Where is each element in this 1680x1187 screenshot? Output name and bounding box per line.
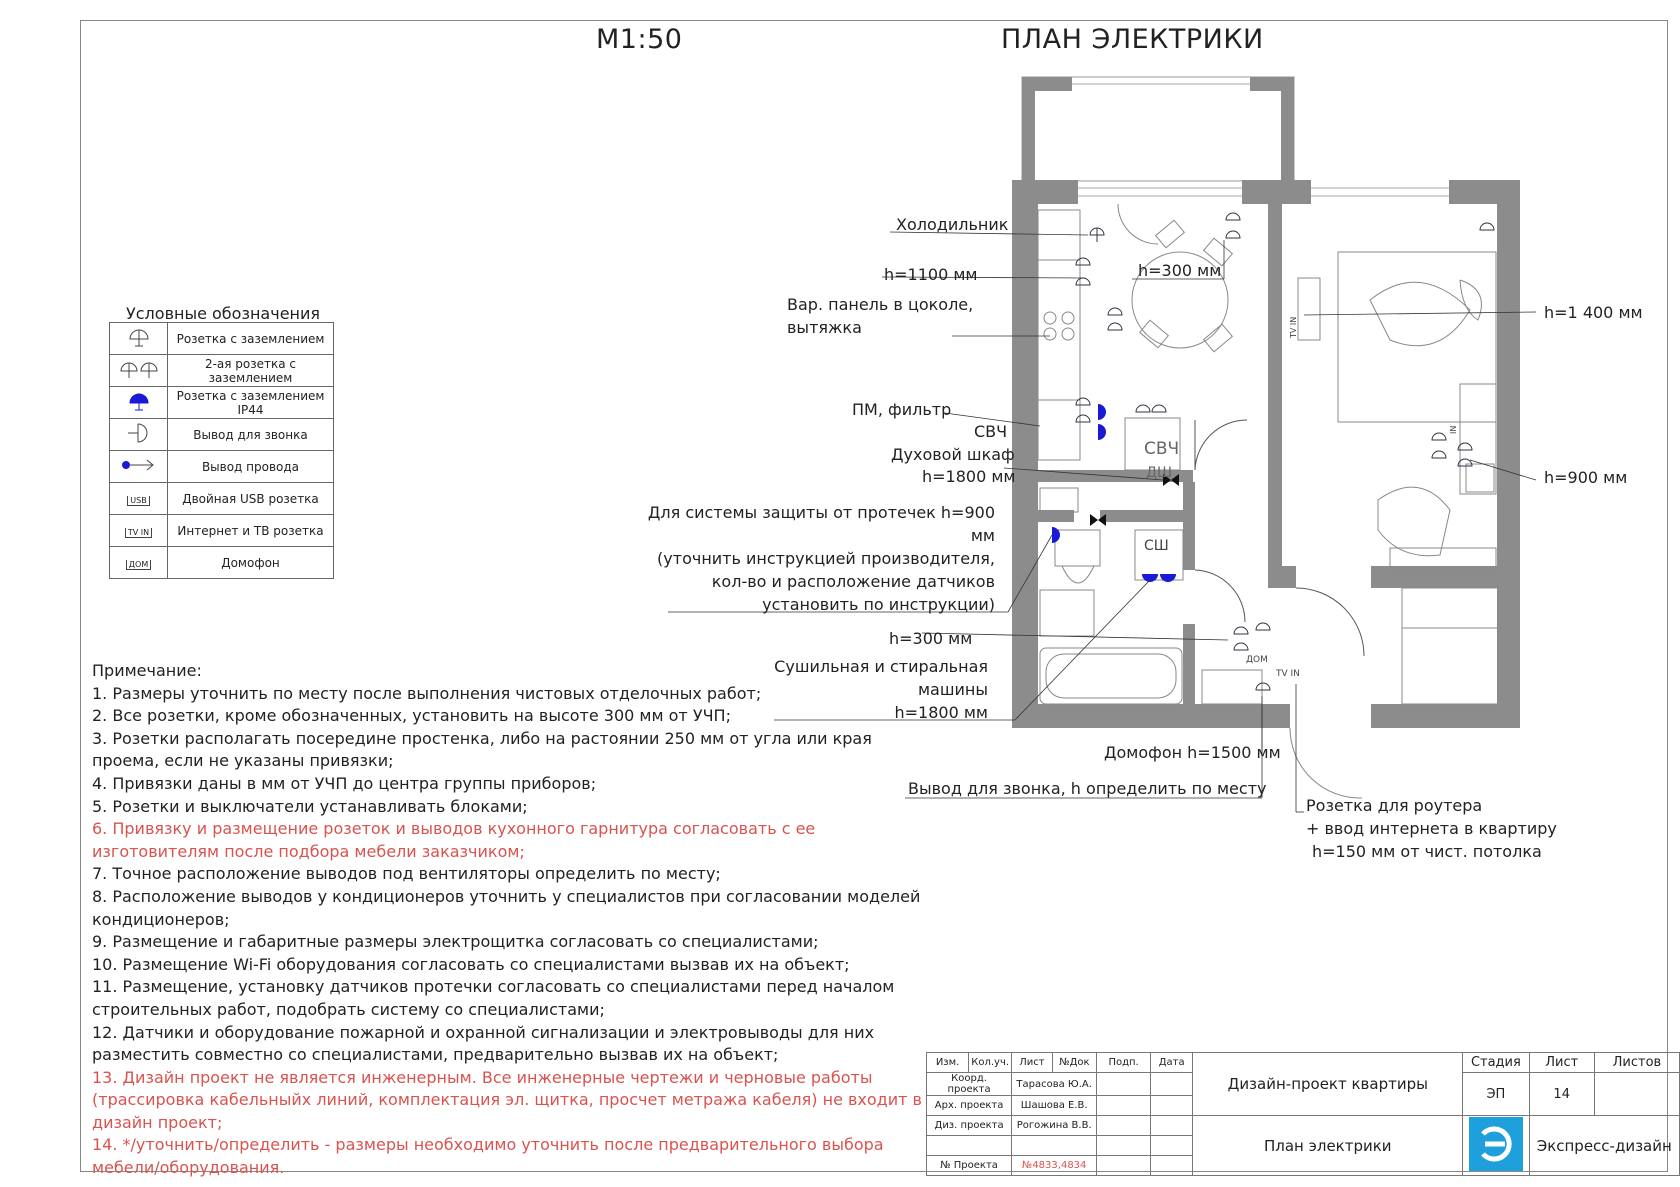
legend-label: Вывод провода xyxy=(168,451,334,483)
legend-label: Интернет и ТВ розетка xyxy=(168,515,334,547)
washer-callout-line1: Сушильная и стиральная xyxy=(774,657,988,676)
note-item: 7. Точное расположение выводов под вентиляторы определить по месту; xyxy=(92,864,721,884)
role-designer: Диз. проекта xyxy=(927,1116,1012,1136)
leak-callout-line4: кол-во и расположение датчиков xyxy=(711,572,995,591)
legend-label: Двойная USB розетка xyxy=(168,483,334,515)
washer-callout-line2: машины xyxy=(917,680,988,699)
sheet-label: Лист xyxy=(1529,1053,1594,1073)
legend-label: Розетка с заземлением IP44 xyxy=(168,387,334,419)
scale-label: М1:50 xyxy=(596,24,683,55)
stamp-col-koluch: Кол.уч. xyxy=(969,1053,1012,1073)
note-item: 5. Розетки и выключатели устанавливать блоками; xyxy=(92,796,528,816)
legend-label: Домофон xyxy=(168,547,334,579)
note-item: 11. Размещение, установку датчиков протечки согласовать со специалистами перед началом строительных работ, подобрать систему со специалистами; xyxy=(92,977,895,1019)
intercom-callout: Домофон h=1500 мм xyxy=(1104,743,1281,762)
usb-socket-icon: USB xyxy=(127,496,149,506)
stamp-col-ndok: №Док xyxy=(1052,1053,1097,1073)
ip44-sockets xyxy=(1052,404,1176,582)
legend-label: Розетка с заземлением xyxy=(168,323,334,355)
note-item-highlighted: 13. Дизайн проект не является инженерным. Все инженерные чертежи и черновые работы (трассировка кабельныйх линий, комплектация эл. щитка, просчет метража кабеля) не входит в дизайн проект; xyxy=(92,1067,922,1132)
washer-height-callout: h=1800 мм xyxy=(894,703,988,722)
company-name: Экспресс-дизайн xyxy=(1529,1116,1679,1176)
sheet-title: План электрики xyxy=(1193,1116,1463,1176)
h300-kitchen-callout: h=300 мм xyxy=(1138,261,1222,280)
note-item: 8. Расположение выводов у кондиционеров уточнить у специалистов при согласовании моделей кондиционеров; xyxy=(92,886,921,929)
name-designer: Рогожина В.В. xyxy=(1012,1116,1097,1136)
note-item: 12. Датчики и оборудование пожарной и охранной сигнализации и электровыводы для них разместить совместно со специалистами, предварительно вызвав их на объект; xyxy=(92,1022,875,1065)
intercom-icon: ДОМ xyxy=(126,560,151,570)
intercom-tag: ДОМ xyxy=(1246,655,1268,665)
note-item: 10. Размещение Wi-Fi оборудования согласовать со специалистами вызвав их на объект; xyxy=(92,954,850,974)
bedroom-furniture xyxy=(1298,252,1498,704)
balcony xyxy=(1022,77,1294,181)
stamp-col-podp: Подп. xyxy=(1097,1053,1151,1073)
stage-value: ЭП xyxy=(1463,1073,1529,1116)
stamp-col-list: Лист xyxy=(1012,1053,1053,1073)
notes-heading: Примечание: xyxy=(92,661,202,680)
router-callout-line3: h=150 мм от чист. потолка xyxy=(1312,842,1542,861)
role-coordinator: Коорд. проекта xyxy=(927,1073,1012,1096)
title-block xyxy=(926,1052,1680,1176)
stage-label: Стадия xyxy=(1463,1053,1529,1073)
company-logo-icon xyxy=(1469,1117,1523,1171)
role-architect: Арх. проекта xyxy=(927,1096,1012,1116)
note-item: 3. Розетки располагать посередине простенка, либо на растоянии 250 мм от угла или края проема, если не указаны привязки; xyxy=(92,728,872,771)
note-item: 2. Все розетки, кроме обозначенных, установить на высоте 300 мм от УЧП; xyxy=(92,706,731,726)
h1100-callout: h=1100 мм xyxy=(884,265,978,284)
project-title: Дизайн-проект квартиры xyxy=(1193,1053,1463,1116)
microwave-label: СВЧ xyxy=(1144,439,1180,459)
notes-block xyxy=(92,660,942,1180)
note-item-highlighted: 6. Привязку и размещение розеток и выводов кухонного гарнитура согласовать с ее изготовителям после подбора мебели заказчиком; xyxy=(92,819,816,861)
h300-hall-callout: h=300 мм xyxy=(889,629,973,648)
legend-label: 2-ая розетка с заземлением xyxy=(168,355,334,387)
apartment-walls xyxy=(1012,180,1520,728)
h900-callout: h=900 мм xyxy=(1544,468,1628,487)
hood-callout-line1: Вар. панель в цоколе, xyxy=(787,295,974,314)
oven-label: ДШ xyxy=(1146,465,1172,481)
tv-internet-socket-icon: TV IN xyxy=(125,528,152,538)
stamp-col-data: Дата xyxy=(1151,1053,1193,1073)
oven-callout: Духовой шкаф xyxy=(891,445,1015,464)
laundry-label: СШ xyxy=(1144,538,1169,554)
stamp-col-izm: Изм. xyxy=(927,1053,969,1073)
sheet-value: 14 xyxy=(1529,1073,1594,1116)
dishwasher-callout: ПМ, фильтр xyxy=(852,400,952,419)
doorbell-callout: Вывод для звонка, h определить по месту xyxy=(908,779,1267,798)
note-item: 4. Привязки даны в мм от УЧП до центра группы приборов; xyxy=(92,773,597,793)
name-architect: Шашова Е.В. xyxy=(1012,1096,1097,1116)
role-project-number: № Проекта xyxy=(927,1156,1012,1176)
router-callout-line1: Розетка для роутера xyxy=(1306,796,1483,815)
kitchen-furniture xyxy=(1038,210,1232,470)
microwave-callout: СВЧ xyxy=(974,422,1008,441)
legend-caption: Условные обозначения xyxy=(126,304,321,323)
tv-in-hall-tag: TV IN xyxy=(1276,669,1300,679)
router-callout-line2: + ввод интернета в квартиру xyxy=(1306,819,1557,838)
leak-callout-line5: установить по инструкции) xyxy=(762,595,995,614)
oven-height-callout: h=1800 мм xyxy=(922,467,1016,486)
note-item: 1. Размеры уточнить по месту после выполнения чистовых отделочных работ; xyxy=(92,683,762,703)
project-number: №4833,4834 xyxy=(1012,1156,1097,1176)
sheets-label: Листов xyxy=(1594,1053,1679,1073)
note-item-highlighted: 14. */уточнить/определить - размеры необходимо уточнить после предварительного выбора мебели/оборудования. xyxy=(92,1135,884,1178)
note-item: 9. Размещение и габаритные размеры электрощитка согласовать со специалистами; xyxy=(92,932,819,952)
leak-callout-line1: Для системы защиты от протечек h=900 xyxy=(647,503,995,522)
leak-callout-line2: мм xyxy=(970,526,995,545)
page-title: ПЛАН ЭЛЕКТРИКИ xyxy=(1001,24,1264,55)
fridge-callout: Холодильник xyxy=(896,215,1009,234)
company-logo xyxy=(1463,1116,1529,1176)
bedroom-in-tag: IN xyxy=(1449,425,1458,434)
hood-callout-line2: вытяжка xyxy=(787,318,862,337)
leak-callout-line3: (уточнить инструкцией производителя, xyxy=(657,549,995,568)
tv-in-tag: TV IN xyxy=(1289,316,1298,338)
h1400-callout: h=1 400 мм xyxy=(1544,303,1643,322)
legend-label: Вывод для звонка xyxy=(168,419,334,451)
name-coordinator: Тарасова Ю.А. xyxy=(1012,1073,1097,1096)
